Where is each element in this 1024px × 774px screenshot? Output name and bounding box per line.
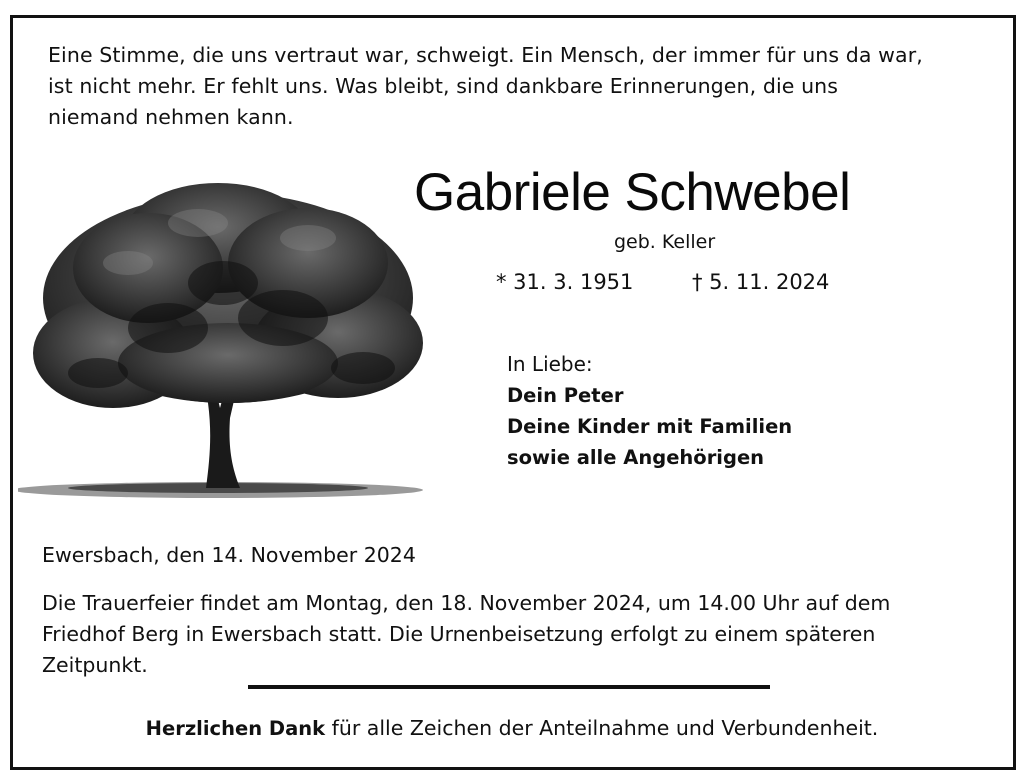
- birth-date: * 31. 3. 1951: [496, 270, 634, 294]
- funeral-line: Die Trauerfeier findet am Montag, den 18. November 2024, um 14.00 Uhr auf dem: [42, 591, 891, 615]
- intro-line: ist nicht mehr. Er fehlt uns. Was bleibt, sind dankbare Erinnerungen, die uns: [48, 74, 839, 98]
- mourner-name: Deine Kinder mit Familien: [507, 415, 793, 438]
- mourner-name: sowie alle Angehörigen: [507, 446, 765, 469]
- life-dates: [496, 268, 856, 296]
- intro-line: niemand nehmen kann.: [48, 105, 294, 129]
- tree-icon: [18, 178, 438, 503]
- mourners-block: [507, 349, 792, 473]
- funeral-line: Friedhof Berg in Ewersbach statt. Die Urnenbeisetzung erfolgt zu einem späteren: [42, 622, 876, 646]
- intro-text: [48, 40, 988, 133]
- divider-rule: [248, 685, 770, 689]
- funeral-line: Zeitpunkt.: [42, 653, 148, 677]
- intro-line: Eine Stimme, die uns vertraut war, schweigt. Ein Mensch, der immer für uns da war,: [48, 43, 923, 67]
- place-date: Ewersbach, den 14. November 2024: [42, 543, 416, 567]
- funeral-notice: [42, 588, 1002, 681]
- death-date: † 5. 11. 2024: [692, 270, 830, 294]
- mourners-lead: In Liebe:: [507, 352, 593, 376]
- thanks-bold: Herzlichen Dank: [145, 717, 326, 740]
- maiden-name: geb. Keller: [614, 231, 716, 253]
- deceased-name: Gabriele Schwebel: [414, 163, 851, 222]
- thanks-line: [0, 713, 1024, 744]
- mourner-name: Dein Peter: [507, 384, 624, 407]
- thanks-rest: für alle Zeichen der Anteilnahme und Verbundenheit.: [325, 716, 879, 740]
